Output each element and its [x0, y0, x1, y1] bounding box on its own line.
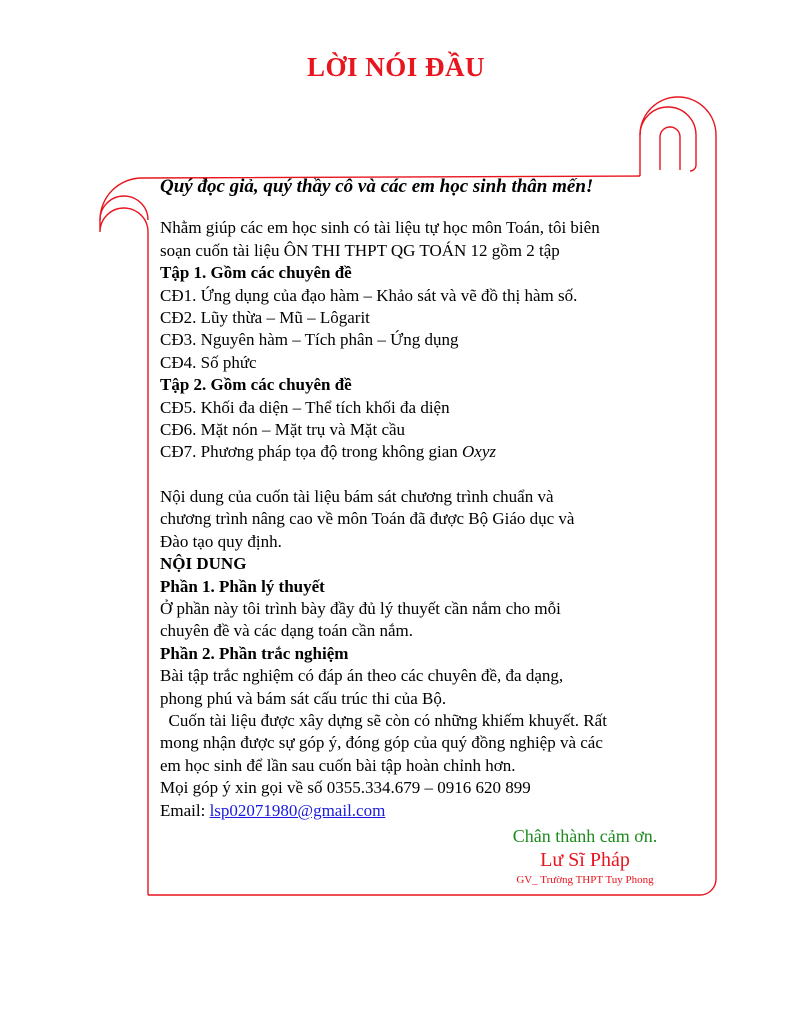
author-name: Lư Sĩ Pháp	[540, 849, 630, 871]
volume2-heading: Tập 2. Gồm các chuyên đề	[160, 375, 352, 395]
preface-body	[160, 176, 680, 822]
volume1-item: CĐ3. Nguyên hàm – Tích phân – Ứng dụng	[160, 330, 459, 350]
thanks-text: Chân thành cảm ơn.	[512, 826, 658, 846]
part1-heading: Phần 1. Phần lý thuyết	[160, 576, 325, 596]
part2-line: Cuốn tài liệu được xây dựng sẽ còn có những khiếm khuyết. Rất	[160, 710, 607, 730]
volume1-item: CĐ1. Ứng dụng của đạo hàm – Khảo sát và vẽ đồ thị hàm số.	[160, 285, 578, 305]
volume1-item: CĐ2. Lũy thừa – Mũ – Lôgarit	[160, 308, 370, 328]
author-school: GV_ Trường THPT Tuy Phong	[516, 874, 654, 886]
greeting: Quý đọc giả, quý thầy cô và các em học sinh thân mến!	[160, 176, 594, 197]
page-title: LỜI NÓI ĐẦU	[306, 52, 486, 82]
email-label: Email:	[160, 800, 210, 820]
contact-phone: Mọi góp ý xin gọi về số 0355.334.679 – 0916 620 899	[160, 778, 531, 798]
part1-line: Ở phần này tôi trình bày đầy đủ lý thuyết cần nắm cho mỗi	[160, 598, 561, 618]
volume1-heading: Tập 1. Gồm các chuyên đề	[160, 263, 352, 283]
volume2-item7-italic: Oxyz	[462, 442, 496, 462]
volume2-item: CĐ5. Khối đa diện – Thể tích khối đa diện	[160, 397, 450, 417]
part2-line: Bài tập trắc nghiệm có đáp án theo các chuyên đề, đa dạng,	[160, 666, 564, 686]
content-note-line: chương trình nâng cao về môn Toán đã được Bộ Giáo dục và	[160, 509, 575, 529]
email-link[interactable]: lsp02071980@gmail.com	[209, 800, 386, 820]
part1-line: chuyên đề và các dạng toán cần nắm.	[160, 621, 413, 641]
part2-heading: Phần 2. Phần trắc nghiệm	[160, 643, 349, 663]
volume2-item7-text: CĐ7. Phương pháp tọa độ trong không gian	[160, 442, 462, 462]
content-note-line: Đào tạo quy định.	[160, 531, 282, 551]
volume2-item	[160, 441, 680, 463]
email-line	[160, 800, 680, 822]
content-note-line: Nội dung của cuốn tài liệu bám sát chương trình chuẩn và	[160, 486, 554, 506]
part2-line: em học sinh để lần sau cuốn bài tập hoàn chỉnh hơn.	[160, 755, 516, 775]
volume2-item: CĐ6. Mặt nón – Mặt trụ và Mặt cầu	[160, 420, 406, 440]
part2-line: phong phú và bám sát cấu trúc thi của Bộ.	[160, 688, 447, 708]
volume1-item: CĐ4. Số phức	[160, 352, 257, 372]
intro-line: soạn cuốn tài liệu ÔN THI THPT QG TOÁN 12 gồm 2 tập	[160, 240, 560, 260]
part2-line: mong nhận được sự góp ý, đóng góp của quý đồng nghiệp và các	[160, 733, 603, 753]
intro-line: Nhằm giúp các em học sinh có tài liệu tự học môn Toán, tôi biên	[160, 218, 600, 238]
section-heading: NỘI DUNG	[160, 554, 247, 574]
